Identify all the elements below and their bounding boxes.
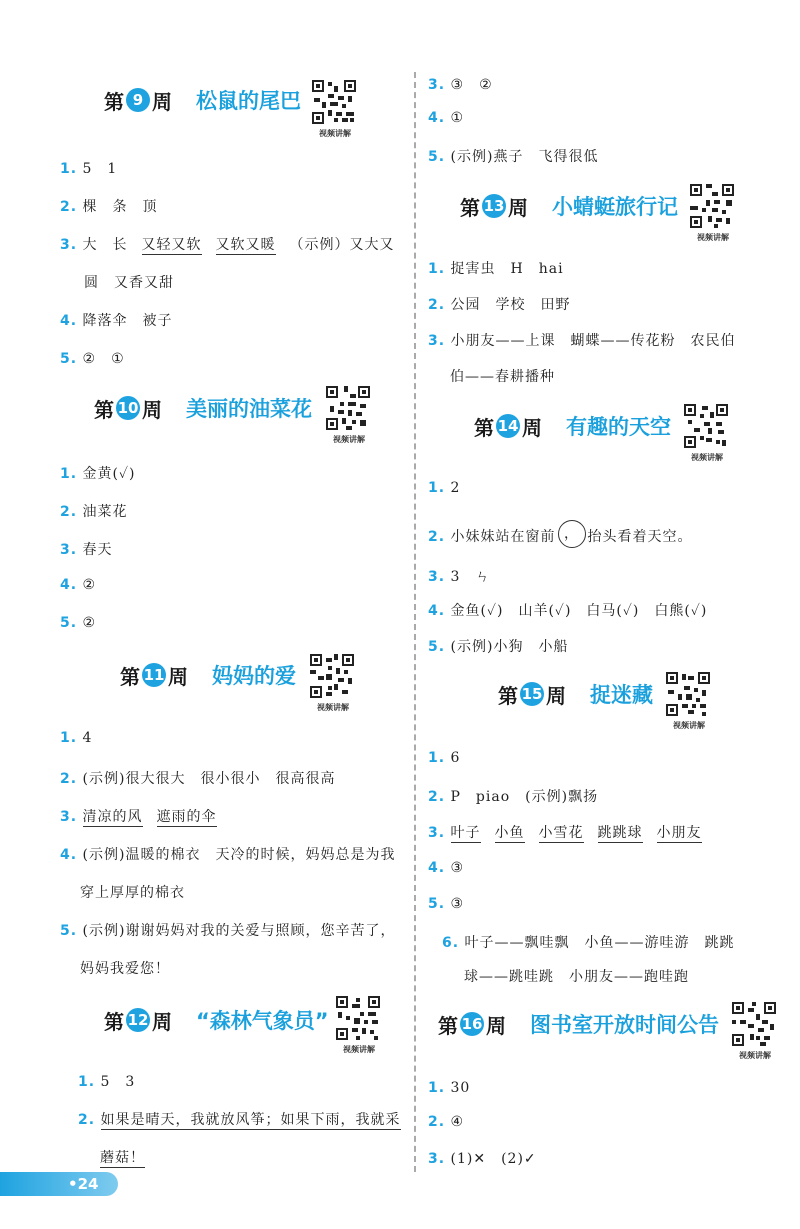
- week-title: 捉迷藏: [590, 683, 653, 707]
- qr-code-icon: [688, 182, 736, 230]
- answer-line: 5. (示例)小狗 小船: [428, 639, 569, 655]
- qr-code-icon: [324, 384, 372, 432]
- qr-label: 视频讲解: [333, 435, 365, 444]
- answer-line: 1. 4: [60, 730, 93, 746]
- answer-line: 1. 30: [428, 1080, 471, 1096]
- answer-line-continued: 球——跳哇跳 小朋友——跑哇跑: [464, 969, 689, 985]
- answer-line: 3. 3 ㄣ: [428, 569, 491, 585]
- week-title: 美丽的油菜花: [186, 397, 312, 421]
- answer-line: 6. 叶子——飘哇飘 小鱼——游哇游 跳跳: [442, 935, 735, 951]
- qr-label: 视频讲解: [673, 721, 705, 730]
- qr-code-week-16[interactable]: [730, 1000, 780, 1061]
- week-number-badge: 14: [496, 414, 520, 438]
- answer-line: 1. 6: [428, 750, 461, 766]
- column-divider: [414, 72, 416, 1172]
- week-prefix: 第: [104, 89, 124, 114]
- week-number-badge: 12: [126, 1008, 150, 1032]
- answer-line: 5. ③: [428, 896, 465, 912]
- week-title: 有趣的天空: [566, 415, 671, 439]
- week-suffix: 周: [546, 683, 566, 708]
- answer-line: 3. 清凉的风 遮雨的伞: [60, 809, 217, 825]
- week-number-badge: 11: [142, 663, 166, 687]
- qr-label: 视频讲解: [739, 1051, 771, 1060]
- week-suffix: 周: [486, 1013, 506, 1038]
- answer-line: 4. ①: [428, 110, 465, 126]
- answer-line: 5. ② ①: [60, 351, 125, 367]
- answer-line: 3. (1)✕ (2)✓: [428, 1151, 537, 1167]
- qr-label: 视频讲解: [317, 703, 349, 712]
- answer-line: 3. 春天: [60, 542, 113, 558]
- answer-line: 1. 5 1: [60, 161, 118, 177]
- qr-code-icon: [310, 78, 358, 126]
- week-number-badge: 13: [482, 194, 506, 218]
- qr-code-icon: [682, 402, 730, 450]
- answer-line: 2. 棵 条 顶: [60, 199, 158, 215]
- week-prefix: 第: [120, 664, 140, 689]
- qr-label: 视频讲解: [343, 1045, 375, 1054]
- answer-line: 1. 金黄(✓): [60, 466, 136, 482]
- week-suffix: 周: [168, 664, 188, 689]
- week-suffix: 周: [142, 397, 162, 422]
- week-title: 妈妈的爱: [212, 664, 296, 688]
- qr-code-week-11[interactable]: [308, 652, 358, 713]
- week-prefix: 第: [474, 415, 494, 440]
- week-10-header: [94, 378, 312, 438]
- answer-line-continued: 蘑菇！: [100, 1150, 145, 1166]
- circled-punctuation: ，: [558, 520, 586, 548]
- answer-line-continued: 妈妈我爱您！: [80, 961, 170, 977]
- week-prefix: 第: [104, 1009, 124, 1034]
- week-11-header: [120, 645, 296, 705]
- qr-code-icon: [664, 670, 712, 718]
- qr-code-week-15[interactable]: [664, 670, 714, 731]
- qr-code-week-9[interactable]: [310, 78, 360, 139]
- answer-line: 3. ③ ②: [428, 77, 493, 93]
- week-13-header: [460, 176, 678, 236]
- week-title: 图书室开放时间公告: [530, 1013, 719, 1037]
- qr-code-week-14[interactable]: [682, 402, 732, 463]
- week-16-header: [438, 994, 719, 1054]
- answer-line: 3. 叶子 小鱼 小雪花 跳跳球 小朋友: [428, 825, 702, 841]
- week-15-header: [498, 664, 653, 724]
- qr-code-icon: [308, 652, 356, 700]
- answer-line: 1. 5 3: [78, 1074, 136, 1090]
- week-12-header: [104, 990, 329, 1050]
- answer-line: 3. 小朋友——上课 蝴蝶——传花粉 农民伯: [428, 333, 736, 349]
- qr-code-icon: [334, 994, 382, 1042]
- answer-line-continued: 伯——春耕播种: [450, 369, 555, 385]
- qr-code-week-12[interactable]: [334, 994, 384, 1055]
- answer-line: 1. 2: [428, 480, 461, 496]
- week-suffix: 周: [152, 1009, 172, 1034]
- week-number-badge: 9: [126, 88, 150, 112]
- week-prefix: 第: [460, 195, 480, 220]
- week-9-header: [104, 70, 301, 130]
- answer-line: 2. 如果是晴天，我就放风筝；如果下雨，我就采: [78, 1112, 401, 1128]
- qr-code-icon: [730, 1000, 778, 1048]
- answer-line-continued: 穿上厚厚的棉衣: [80, 885, 185, 901]
- answer-line: 2. (示例)很大很大 很小很小 很高很高: [60, 771, 336, 787]
- answer-line: 4. 金鱼(✓) 山羊(✓) 白马(✓) 白熊(✓): [428, 603, 708, 619]
- answer-line: 2. 公园 学校 田野: [428, 297, 571, 313]
- qr-label: 视频讲解: [319, 129, 351, 138]
- qr-code-week-13[interactable]: [688, 182, 738, 243]
- week-title: 松鼠的尾巴: [196, 89, 301, 113]
- week-prefix: 第: [438, 1013, 458, 1038]
- week-number-badge: 16: [460, 1012, 484, 1036]
- answer-line: 2. 油菜花: [60, 504, 128, 520]
- week-suffix: 周: [508, 195, 528, 220]
- qr-label: 视频讲解: [691, 453, 723, 462]
- answer-line: 5. (示例)谢谢妈妈对我的关爱与照顾，您辛苦了，: [60, 923, 396, 939]
- answer-line: 4. 降落伞 被子: [60, 313, 173, 329]
- week-suffix: 周: [152, 89, 172, 114]
- answer-line: 3. 大 长 又轻又软 又软又暖 （示例）又大又: [60, 237, 395, 253]
- week-title: 小蜻蜓旅行记: [552, 195, 678, 219]
- qr-label: 视频讲解: [697, 233, 729, 242]
- answer-line-continued: 圆 又香又甜: [84, 275, 174, 291]
- page-number: •24: [0, 1172, 118, 1196]
- answer-line: 2. P piao (示例)飘扬: [428, 789, 599, 805]
- answer-line: 4. ②: [60, 577, 97, 593]
- qr-code-week-10[interactable]: [324, 384, 374, 445]
- week-number-badge: 10: [116, 396, 140, 420]
- answer-line: 2. ④: [428, 1114, 465, 1130]
- answer-line: 5. ②: [60, 615, 97, 631]
- answer-line: 5. (示例)燕子 飞得很低: [428, 149, 599, 165]
- week-number-badge: 15: [520, 682, 544, 706]
- answer-line: 4. (示例)温暖的棉衣 天冷的时候，妈妈总是为我: [60, 847, 396, 863]
- week-title: “森林气象员”: [196, 1009, 329, 1033]
- week-prefix: 第: [498, 683, 518, 708]
- answer-line: 4. ③: [428, 860, 465, 876]
- answer-line: 1. 捉害虫 H hai: [428, 261, 564, 277]
- week-suffix: 周: [522, 415, 542, 440]
- week-14-header: [474, 396, 671, 456]
- week-prefix: 第: [94, 397, 114, 422]
- answer-line: 2. 小妹妹站在窗前 ， 抬头看着天空。: [428, 526, 693, 548]
